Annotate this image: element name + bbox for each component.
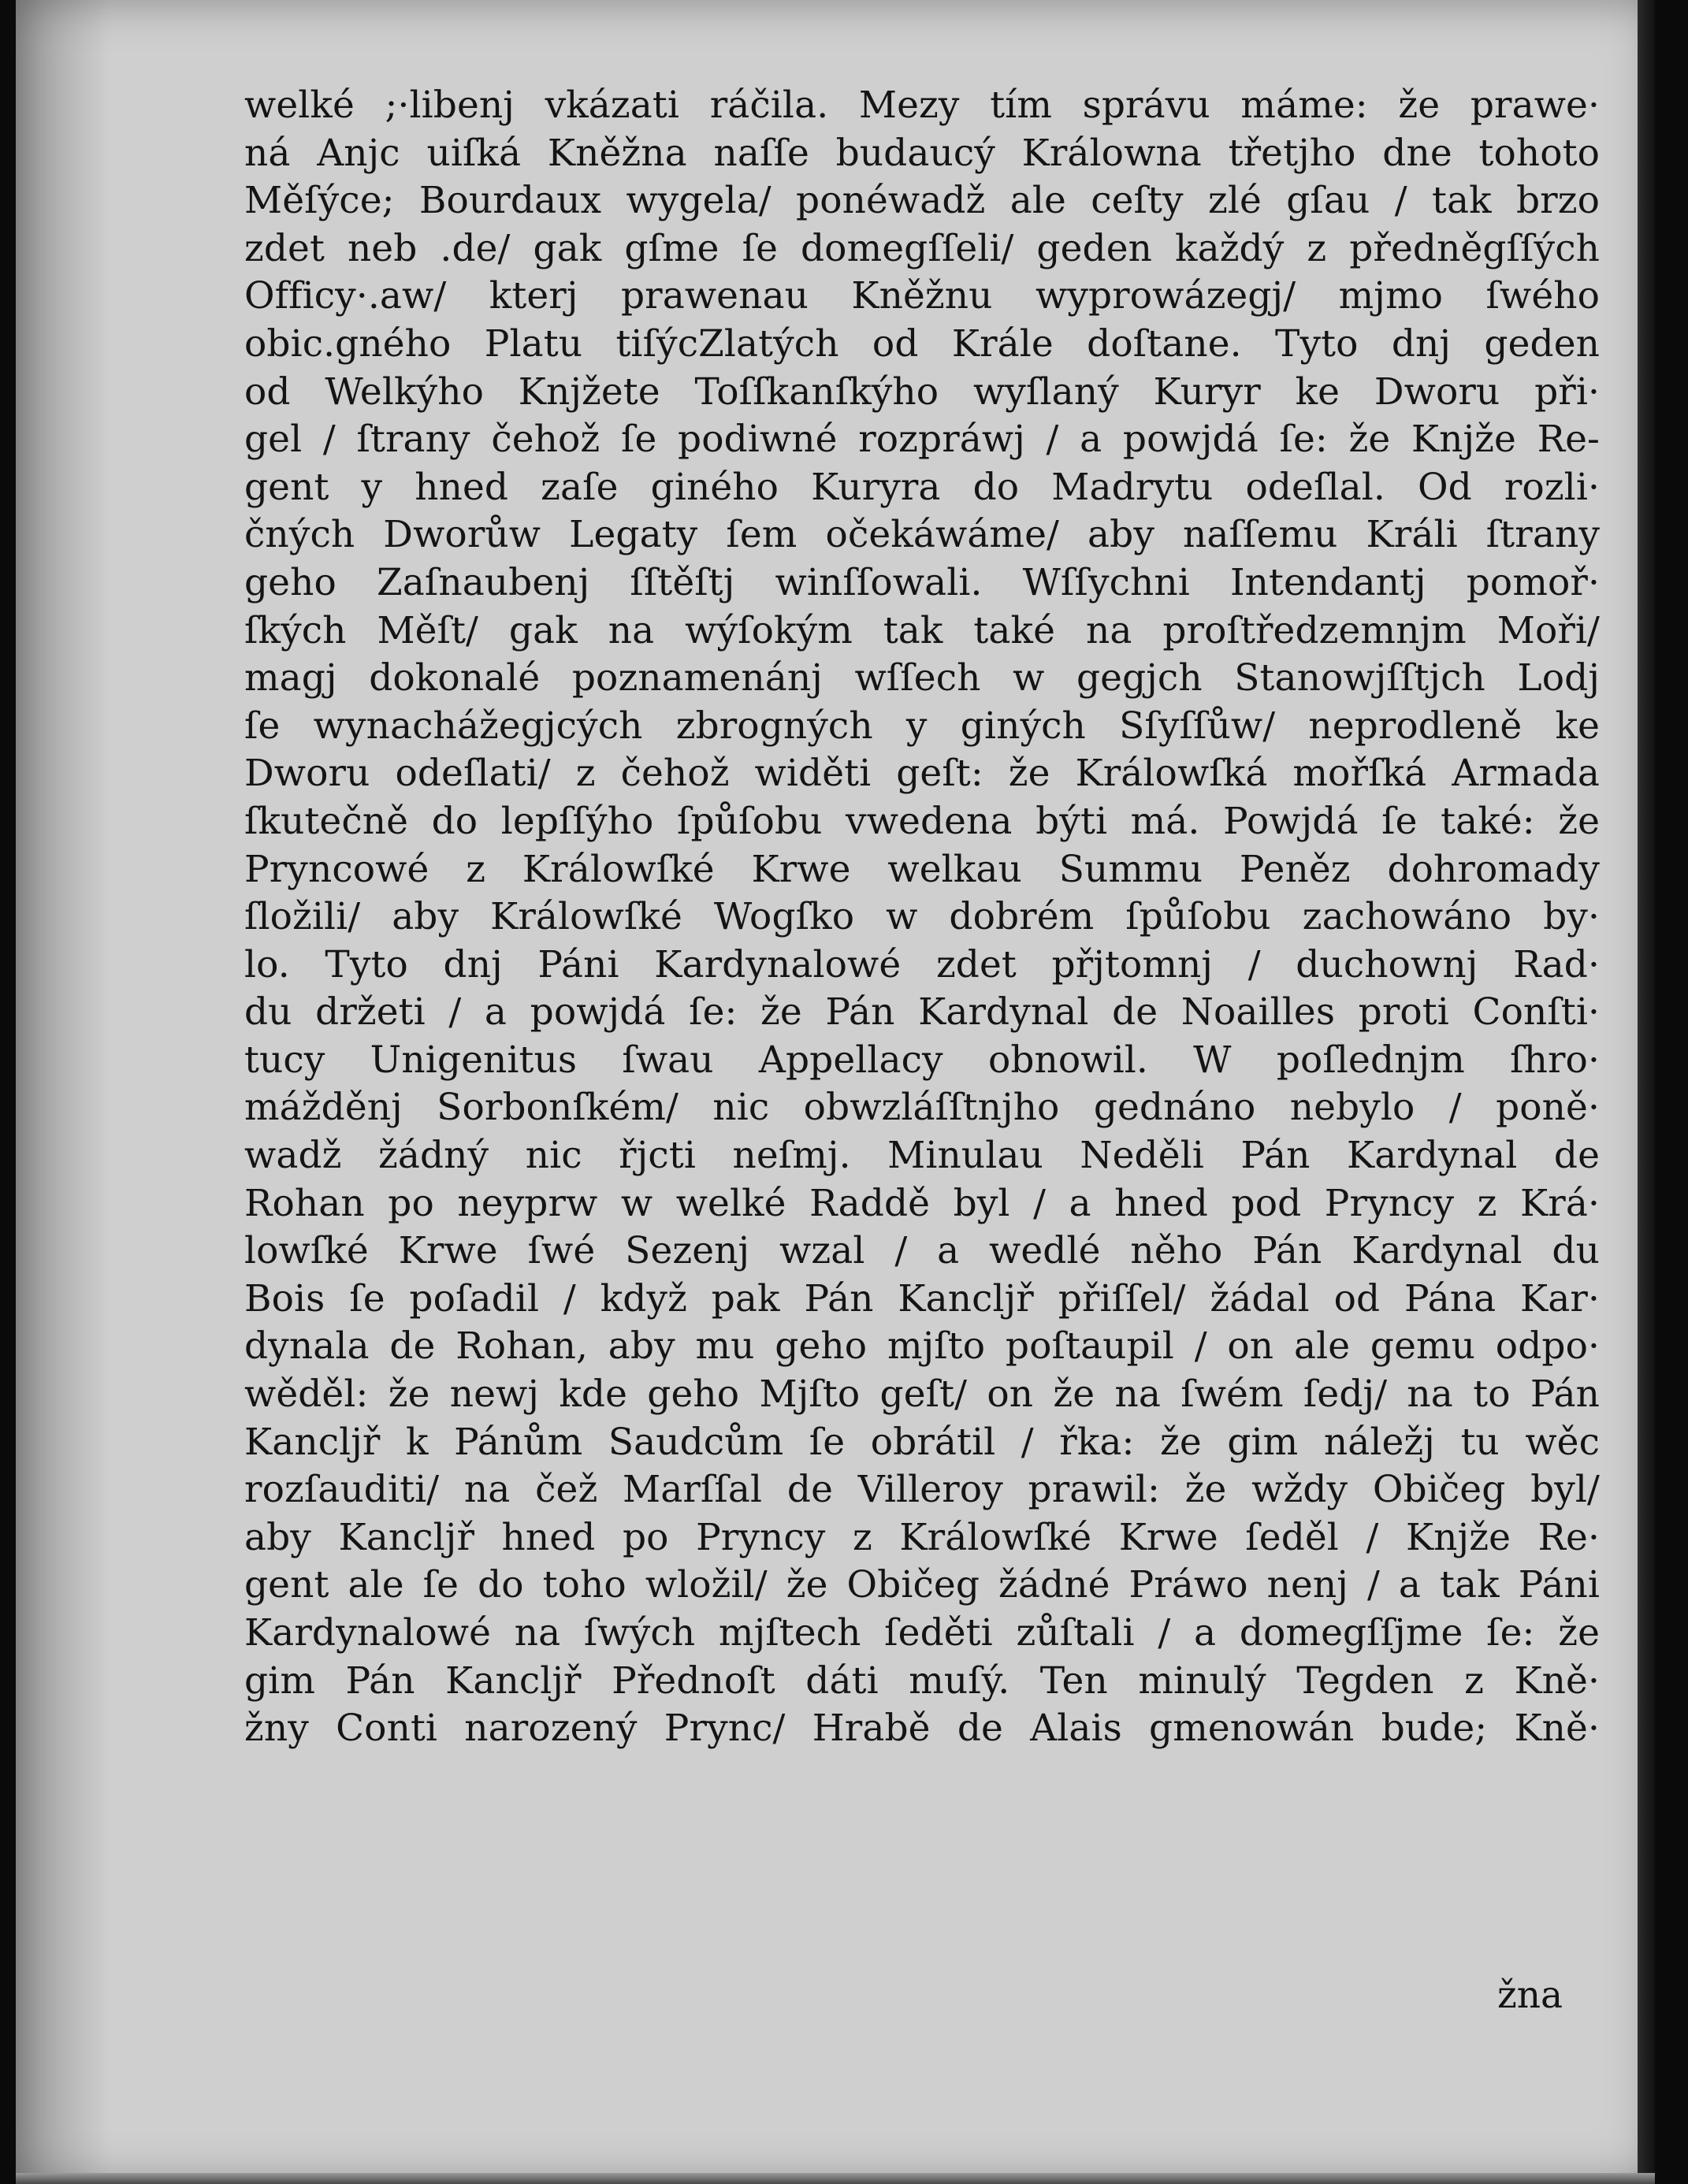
text-line: tucy Unigenitus ſwau Appellacy obnowil. W poſlednjm ſhro· xyxy=(244,1038,1600,1082)
text-line: Officy·.aw/ kterj prawenau Kněžnu wyprowázegj/ mjmo ſwého xyxy=(244,274,1600,318)
text-line: gim Pán Kancljř Přednoſt dáti muſý. Ten minulý Tegden z Kně· xyxy=(244,1658,1600,1703)
text-line: ſe wynachážegjcých zbrogných y giných Sſyſſůw/ neprodleně ke xyxy=(244,704,1600,748)
page-gutter-shadow xyxy=(16,0,110,2184)
text-line: ſložili/ aby Králowſké Wogſko w dobrém ſpůſobu zachowáno by· xyxy=(244,895,1600,939)
text-line: rozſauditi/ na čež Marſſal de Villeroy prawil: že wždy Običeg byl/ xyxy=(244,1468,1600,1512)
text-line: od Welkýho Knjžete Toſſkanſkýho wyſlaný Kuryr ke Dworu při· xyxy=(244,370,1600,414)
text-line: wěděl: že newj kde geho Mjſto geſt/ on že na ſwém ſedj/ na to Pán xyxy=(244,1372,1600,1417)
text-line: Pryncowé z Králowſké Krwe welkau Summu Peněz dohromady xyxy=(244,847,1600,891)
text-line: obic.gného Platu tiſýcZlatých od Krále doſtane. Tyto dnj geden xyxy=(244,321,1600,366)
catchword: žna xyxy=(1497,1974,1563,2017)
text-line: Kardynalowé na ſwých mjſtech ſeděti zůſtali / a domegſſjme ſe: že xyxy=(244,1611,1600,1655)
text-line: Bois ſe poſadil / když pak Pán Kancljř přiſſel/ žádal od Pána Kar· xyxy=(244,1276,1600,1320)
text-line: zdet neb .de/ gak gſme ſe domegſſeli/ geden každý z předněgſſých xyxy=(244,226,1600,270)
text-line: Rohan po neyprw w welké Raddě byl / a hned pod Pryncy z Krá· xyxy=(244,1181,1600,1225)
body-text xyxy=(244,82,1600,1753)
text-line: Měſýce; Bourdaux wygela/ ponéwadž ale ceſty zlé gſau / tak brzo xyxy=(244,179,1600,223)
page-edge-right xyxy=(1638,0,1655,2184)
text-line: du držeti / a powjdá ſe: že Pán Kardynal de Noailles proti Conſti· xyxy=(244,990,1600,1034)
text-line: Kancljř k Pánům Saudcům ſe obrátil / řka: že gim náležj tu wěc xyxy=(244,1420,1600,1464)
text-line: žny Conti narozený Prync/ Hrabě de Alais gmenowán bude; Kně· xyxy=(244,1707,1600,1751)
text-line: aby Kancljř hned po Pryncy z Králowſké Krwe ſeděl / Knjže Re· xyxy=(244,1515,1600,1559)
text-line: lo. Tyto dnj Páni Kardynalowé zdet přjtomnj / duchownj Rad· xyxy=(244,942,1600,986)
text-line: ſkutečně do lepſſýho ſpůſobu vwedena býti má. Powjdá ſe také: že xyxy=(244,799,1600,843)
text-line: gent ale ſe do toho wložil/ že Običeg žádné Práwo nenj / a tak Páni xyxy=(244,1563,1600,1607)
text-line: ſkých Měſt/ gak na wýſokým tak také na proſtředzemnjm Moři/ xyxy=(244,608,1600,652)
page-edge-bottom xyxy=(16,2173,1655,2184)
text-line: gel / ſtrany čehož ſe podiwné rozpráwj / a powjdá ſe: že Knjže Re- xyxy=(244,418,1600,462)
text-line: mážděnj Sorbonſkém/ nic obwzláſſtnjho gednáno nebylo / poně· xyxy=(244,1086,1600,1130)
text-line: geho Zaſnaubenj ſſtěſtj winſſowali. Wſſychni Intendantj pomoř· xyxy=(244,560,1600,604)
text-line: welké ;·libenj vkázati ráčila. Mezy tím správu máme: že prawe· xyxy=(244,84,1600,127)
text-line: dynala de Rohan, aby mu geho mjſto poſtaupil / on ale gemu odpo· xyxy=(244,1324,1600,1369)
text-line: ná Anjc uiſká Kněžna naſſe budaucý Králowna třetjho dne tohoto xyxy=(244,131,1600,175)
document-page xyxy=(16,0,1655,2184)
text-line: magj dokonalé poznamenánj wſſech w gegjch Stanowjſſtjch Lodj xyxy=(244,656,1600,700)
text-line: gent y hned zaſe giného Kuryra do Madrytu odeſlal. Od rozli· xyxy=(244,465,1600,509)
text-line: wadž žádný nic řjcti neſmj. Minulau Neděli Pán Kardynal de xyxy=(244,1134,1600,1178)
text-line: lowſké Krwe ſwé Sezenj wzal / a wedlé něho Pán Kardynal du xyxy=(244,1229,1600,1273)
text-line: čných Dworůw Legaty ſem očekáwáme/ aby naſſemu Králi ſtrany xyxy=(244,513,1600,557)
text-line: Dworu odeſlati/ z čehož widěti geſt: že Králowſká mořſká Armada xyxy=(244,752,1600,796)
